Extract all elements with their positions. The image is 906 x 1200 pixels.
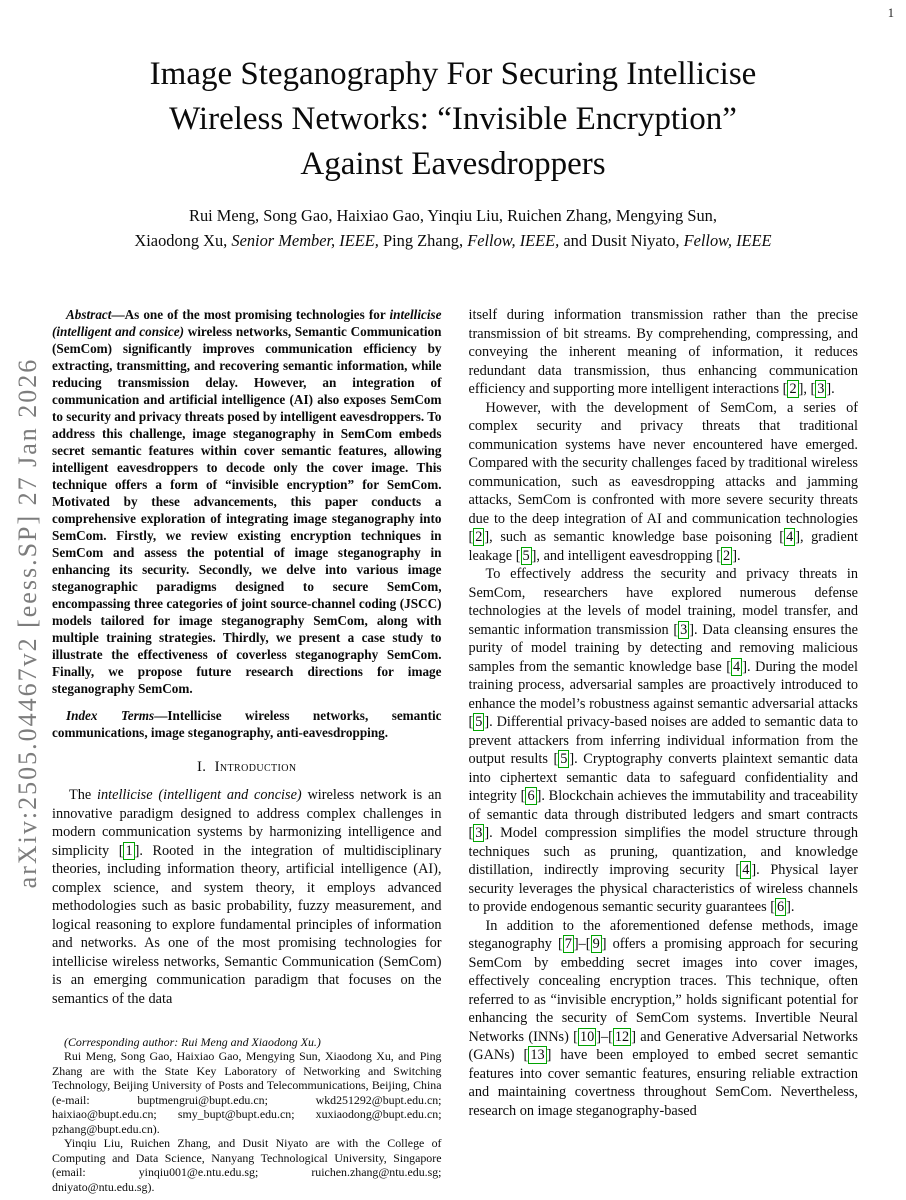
body-paragraph: In addition to the aforementioned defense methods, image steganography [ 7 ]–[ 9 ] offers a promising approach for securing SemCom by embedding secret images into cover images, effectively concealing encryption traces. This technique, often referred to as “invisible encryption,” holds significant potential for enhancing the security of SemCom systems. Invertible Neural Networks (INNs) [ 10 ]–[ 12 ] and Generative Adversarial Networks (GANs) [ 13 ] have been employed to embed secret semantic features into cover semantic features, ensuring reliable extraction and maintaining covertness throughout SemCom. Nevertheless, research on image steganography-based [468, 917, 858, 1119]
intro-paragraph: The intellicise (intelligent and concise) wireless network is an innovative paradigm designed to address complex challenges in modern communication systems by harmonizing intelligence and simplicity [ 1 ]. Rooted in the integration of multidisciplinary theories, including information theory, artificial intelligence (AI), complex science, and system theory, it employs advanced methodologies such as basic probability, fuzzy measurement, and logical reasoning to explore fundamental principles of information and networks. As one of the most promising technologies for intellicise wireless networks, Semantic Communication (SemCom) is an emerging communication paradigm that focuses on the semantics of the data [52, 787, 442, 1007]
footnotes [52, 1035, 442, 1195]
section-heading-introduction: I. Introduction [196, 759, 297, 775]
citation-link[interactable]: 6 [527, 788, 535, 804]
abstract-paragraph: Abstract—As one of the most promising technologies for intellicise (intelligent and consice) wireless networks, Semantic Communication (SemCom) significantly improves communication efficiency by extracting, transmitting, and recovering semantic information, while reducing transmission delay. However, an integration of communication and artificial intelligence (AI) also exposes SemCom to security and privacy threats posed by intelligent eavesdroppers. To address this challenge, image steganography in SemCom embeds secret semantic features within cover semantic features, allowing intelligent eavesdroppers to decode only the cover image. This technique offers a form of “invisible encryption” for SemCom. Motivated by these advancements, this paper conducts a comprehensive exploration of integrating image steganography into SemCom. Firstly, we review existing encryption techniques in SemCom and assess the potential of image steganography in enhancing its security. Secondly, we delve into various image steganographic paradigms designed to secure SemCom, encompassing three categories of joint source-channel coding (JSCC) models tailored for image steganography SemCom, along with multiple training strategies. Thirdly, we present a case study to illustrate the effectiveness of coverless steganography SemCom. Finally, we propose future research directions for image steganography SemCom. [52, 307, 442, 696]
arxiv-stamp: arXiv:2505.04467v2 [eess.SP] 27 Jan 2026 [13, 357, 42, 889]
footnote-corresponding-author: (Corresponding author: Rui Meng and Xiaodong Xu.) [64, 1034, 321, 1049]
body-paragraph: However, with the development of SemCom, a series of complex security and privacy threats that traditional communication systems have never encountered have emerged. Compared with the security challenges faced by traditional wireless communication, such as eavesdropping attacks and jamming attacks, SemCom is confronted with more severe security threats due to the deep integration of AI and communication technologies [ 2 ], such as semantic knowledge base poisoning [ 4 ], gradient leakage [ 5 ], and intelligent eavesdropping [ 2 ]. [468, 399, 858, 564]
footnote-affiliation-ntu: Yinqiu Liu, Ruichen Zhang, and Dusit Niyato are with the College of Computing and Data Science, Nanyang Technological University, Singapore (email: yinqiu001@e.ntu.edu.sg; ruichen.zhang@ntu.edu.sg; dniyato@ntu.edu.sg). [52, 1136, 442, 1194]
two-column-body [52, 306, 858, 1194]
index-terms: Index Terms—Intellicise wireless networks, semantic communications, image steganography, anti-eavesdropping. [52, 708, 442, 740]
citation-link[interactable]: 13 [530, 1047, 545, 1063]
citation-link[interactable]: 4 [733, 658, 741, 675]
right-column [469, 306, 859, 1194]
left-column [52, 306, 442, 1194]
citation-link[interactable]: 10 [579, 1028, 595, 1045]
citation-link[interactable]: 9 [592, 936, 600, 952]
paper-title-line-2: Wireless Networks: “Invisible Encryption” [169, 101, 737, 137]
author-line-2: Xiaodong Xu, Senior Member, IEEE, Ping Zhang, Fellow, IEEE, and Dusit Niyato, Fellow, IEEE [134, 231, 772, 250]
page-number: 1 [887, 6, 894, 20]
citation-link[interactable]: 5 [560, 751, 568, 767]
citation-link[interactable]: 2 [475, 529, 483, 545]
citation-link[interactable]: 2 [723, 547, 731, 564]
footnote-affiliation-bupt: Rui Meng, Song Gao, Haixiao Gao, Mengying Sun, Xiaodong Xu, and Ping Zhang are with the State Key Laboratory of Networking and Switching Technology, Beijing University of Posts and Telecommunications, Beijing, China (e-mail: buptmengrui@bupt.edu.cn; wkd251292@bupt.edu.cn; haixiao@bupt.edu.cn; smy_bupt@bupt.edu.cn; xuxiaodong@bupt.edu.cn; pzhang@bupt.edu.cn). [52, 1049, 442, 1136]
citation-link[interactable]: 4 [742, 862, 750, 878]
citation-link[interactable]: 4 [786, 529, 794, 545]
citation-link[interactable]: 5 [475, 714, 483, 730]
citation-link[interactable]: 7 [564, 936, 572, 952]
paper-title [63, 52, 843, 187]
citation-link[interactable]: 6 [777, 899, 785, 915]
body-paragraph: itself during information transmission rather than the precise transmission of bit streams. By comprehending, compressing, and conveying the inherent meaning of information, it reduces redundant data transmission, thus enhancing communication efficiency and supporting more intelligent interactions [ 2 ], [ 3 ]. [468, 307, 858, 397]
body-paragraph: To effectively address the security and privacy threats in SemCom, researchers have explored numerous defense technologies at the levels of model training, model transfer, and semantic information transmission [ 3 ]. Data cleansing ensures the purity of model training by detecting and removing malicious samples from the semantic knowledge base [ 4 ]. During the model training process, adversarial samples are proactively introduced to enhance the model’s robustness against semantic adversarial attacks [ 5 ]. Differential privacy-based noises are added to semantic data to prevent attackers from inferring individual information from the output results [ 5 ]. Cryptography converts plaintext semantic data into ciphertext semantic data to safeguard confidentiality and integrity [ 6 ]. Blockchain achieves the immutability and traceability of semantic data through distributed ledgers and smart contracts [ 3 ]. Model compression simplifies the model structure through techniques such as pruning, quantization, and knowledge distillation, indirectly improving security [ 4 ]. Physical layer security leverages the physical characteristics of wireless channels to provide endogenous semantic security guarantees [ 6 ]. [468, 566, 858, 915]
citation-link[interactable]: 5 [522, 547, 530, 564]
citation-link[interactable]: 1 [125, 842, 133, 859]
citation-link[interactable]: 2 [789, 381, 797, 397]
paper-title-line-3: Against Eavesdroppers [300, 146, 606, 182]
paper-title-line-1: Image Steganography For Securing Intellicise [149, 56, 757, 92]
paper-header [0, 52, 906, 253]
citation-link[interactable]: 3 [475, 825, 483, 841]
author-block [53, 203, 853, 253]
citation-link[interactable]: 3 [817, 381, 825, 397]
citation-link[interactable]: 12 [614, 1028, 630, 1045]
author-line-1: Rui Meng, Song Gao, Haixiao Gao, Yinqiu Liu, Ruichen Zhang, Mengying Sun, [189, 206, 717, 225]
citation-link[interactable]: 3 [680, 621, 688, 638]
